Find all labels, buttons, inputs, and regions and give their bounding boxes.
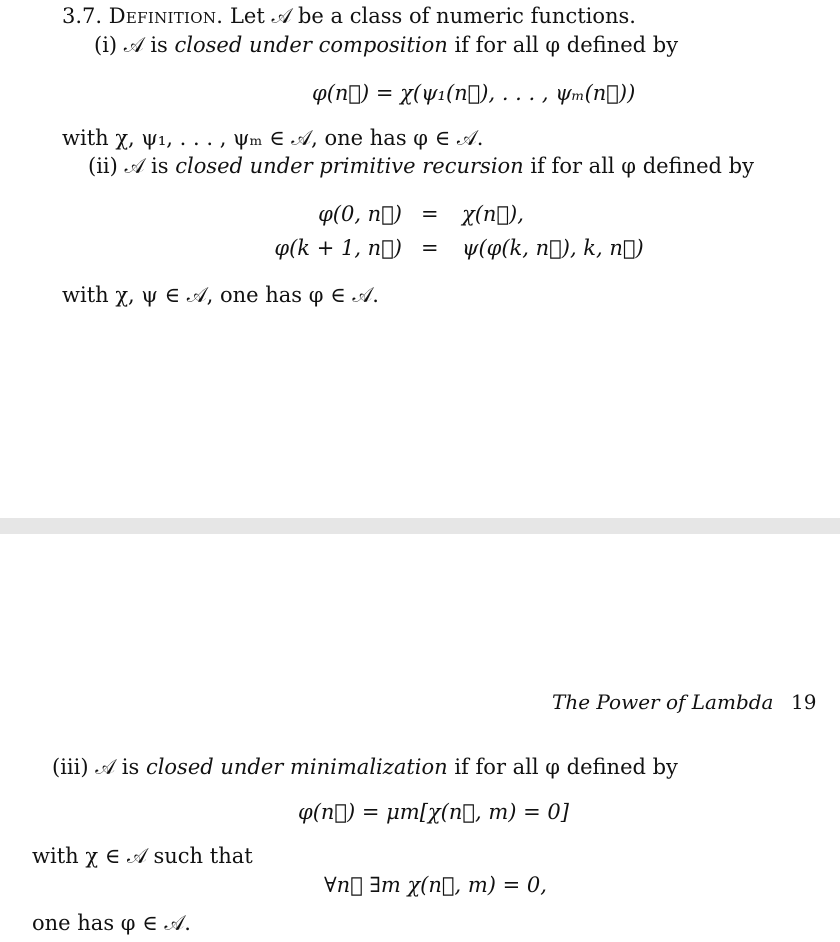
- item-ii-prefix: (ii) 𝒜 is: [88, 154, 169, 178]
- pr-rhs-2: ψ(φ(k, n⃗), k, n⃗): [462, 236, 644, 260]
- item-ii: [88, 153, 754, 179]
- pr-lhs-2-wrap: [240, 235, 402, 261]
- page-number: 19: [791, 690, 817, 714]
- item-iii-emphasis: closed under minimalization: [145, 755, 448, 779]
- heading-label: Definition.: [108, 4, 224, 28]
- item-i: [94, 32, 678, 58]
- item-ii-emphasis: closed under primitive recursion: [175, 154, 524, 178]
- item-iii: [52, 754, 678, 780]
- heading-text: Let 𝒜 be a class of numeric functions.: [229, 4, 636, 28]
- item-iii-conclusion: one has φ ∈ 𝒜.: [32, 911, 191, 935]
- item-i-prefix: (i) 𝒜 is: [94, 33, 168, 57]
- item-iii-condition: with χ ∈ 𝒜 such that: [32, 844, 253, 868]
- item-iii-prefix: (iii) 𝒜 is: [52, 755, 140, 779]
- item-ii-conclusion: with χ, ψ ∈ 𝒜, one has φ ∈ 𝒜.: [62, 283, 379, 307]
- totality-equation: ∀n⃗ ∃m χ(n⃗, m) = 0,: [324, 873, 547, 897]
- pr-eq-2: =: [421, 236, 439, 260]
- pr-lhs-2: φ(k + 1, n⃗): [274, 236, 402, 260]
- pr-rhs-1: χ(n⃗),: [462, 202, 524, 226]
- pr-eq-1: =: [421, 202, 439, 226]
- pr-lhs-1-wrap: [240, 201, 402, 227]
- minimalization-equation: φ(n⃗) = μm[χ(n⃗, m) = 0]: [298, 800, 569, 824]
- item-iii-suffix: if for all φ defined by: [454, 755, 678, 779]
- item-i-emphasis: closed under composition: [174, 33, 448, 57]
- page-divider: [0, 518, 840, 534]
- definition-heading: [62, 3, 636, 29]
- item-i-conclusion: with χ, ψ₁, . . . , ψₘ ∈ 𝒜, one has φ ∈ 𝒜.: [62, 126, 484, 150]
- item-ii-suffix: if for all φ defined by: [530, 154, 754, 178]
- pr-lhs-1: φ(0, n⃗): [318, 202, 402, 226]
- composition-equation: φ(n⃗) = χ(ψ₁(n⃗), . . . , ψₘ(n⃗)): [312, 81, 636, 105]
- item-i-suffix: if for all φ defined by: [454, 33, 679, 57]
- heading-number: 3.7.: [62, 4, 103, 28]
- running-title: The Power of Lambda: [552, 690, 774, 714]
